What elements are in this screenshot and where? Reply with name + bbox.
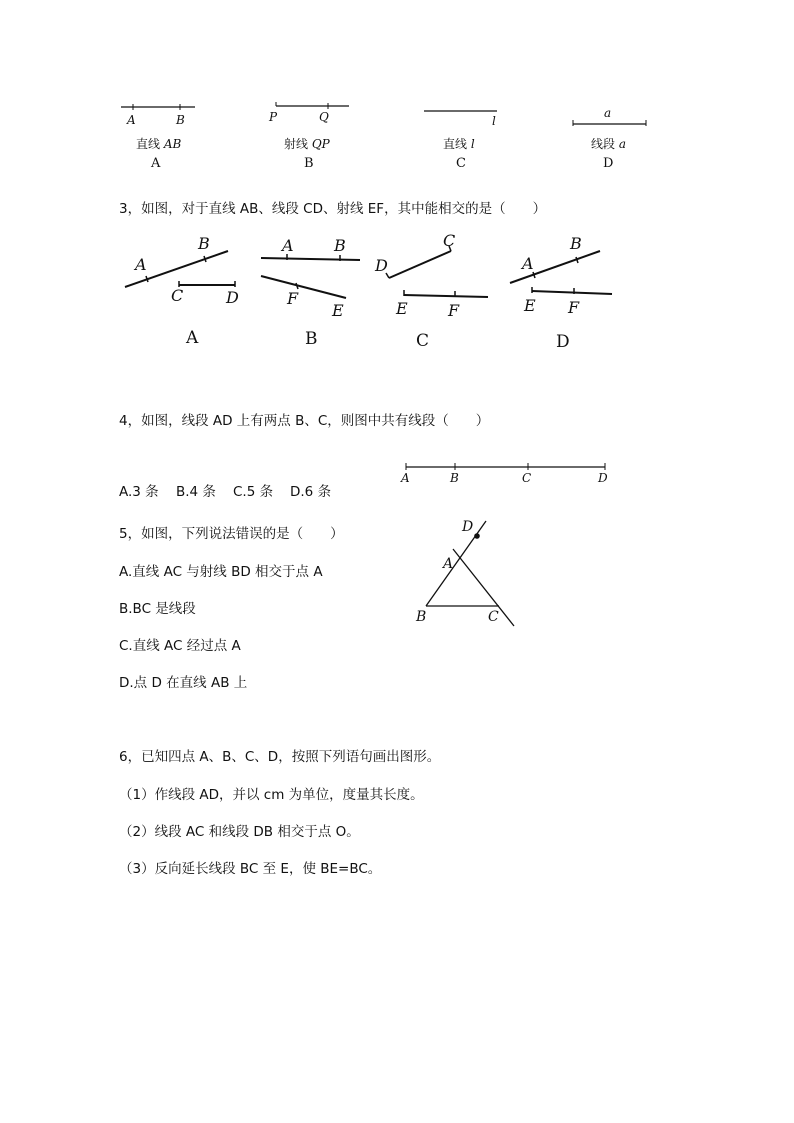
q2-d-caption: 线段 a: [591, 137, 626, 151]
q3-b-label-e: E: [332, 301, 344, 320]
q3-option-b[interactable]: B: [305, 329, 318, 349]
q5-label-b: B: [416, 609, 427, 625]
q3-d-label-b: B: [570, 234, 582, 253]
q2-b-label-p: P: [269, 110, 278, 124]
q5-text: 5，如图，下列说法错误的是（ ）: [119, 526, 344, 542]
q2-d-label-a: a: [604, 106, 612, 120]
q3-option-a[interactable]: A: [186, 328, 199, 348]
q4-label-c: C: [522, 471, 532, 485]
q6-item-1: （1）作线段 AD，并以 cm 为单位，度量其长度。: [119, 787, 424, 803]
q3-option-c[interactable]: C: [416, 331, 430, 351]
q2-option-b[interactable]: B: [304, 156, 314, 171]
q5-choice-b[interactable]: B.BC 是线段: [119, 601, 196, 617]
q3-d-label-a: A: [522, 254, 534, 273]
q2-a-label-a: A: [127, 113, 136, 127]
q4-choice-a[interactable]: A.3 条: [119, 484, 159, 500]
q5-choice-d[interactable]: D.点 D 在直线 AB 上: [119, 675, 248, 691]
q4-label-a: A: [401, 471, 410, 485]
q3-b-label-b: B: [334, 236, 346, 255]
q4-label-b: B: [450, 471, 459, 485]
q5-line-ac: [453, 549, 514, 626]
q2-b-label-q: Q: [319, 110, 329, 124]
q3-option-d[interactable]: D: [556, 332, 570, 352]
q2-option-a[interactable]: A: [151, 156, 161, 171]
q4-choice-b[interactable]: B.4 条: [176, 484, 216, 500]
q3-d-label-f: F: [568, 298, 580, 317]
q4-label-d: D: [598, 471, 608, 485]
q5-point-d: [474, 533, 480, 539]
q3-a-label-b: B: [198, 234, 210, 253]
q5-label-d: D: [462, 519, 474, 535]
q4-text: 4，如图，线段 AD 上有两点 B、C，则图中共有线段（ ）: [119, 413, 490, 429]
q3-c-label-d: D: [375, 256, 388, 275]
q5-choice-c[interactable]: C.直线 AC 经过点 A: [119, 638, 241, 654]
q5-label-a: A: [443, 556, 454, 572]
q2-a-label-b: B: [176, 113, 185, 127]
q2-option-d[interactable]: D: [603, 156, 614, 171]
q2-c-label-l: l: [492, 114, 496, 128]
q6-text: 6，已知四点 A、B、C、D，按照下列语句画出图形。: [119, 749, 441, 765]
q3-a-label-c: C: [171, 286, 184, 305]
q3-d-label-e: E: [524, 296, 536, 315]
q4-choice-d[interactable]: D.6 条: [290, 484, 332, 500]
q3-b-label-f: F: [287, 289, 299, 308]
q3-a-label-d: D: [226, 288, 239, 307]
q2-option-c[interactable]: C: [456, 156, 466, 171]
q2-b-caption: 射线 QP: [284, 137, 330, 151]
q4-choice-c[interactable]: C.5 条: [233, 484, 274, 500]
q3-b-label-a: A: [282, 236, 294, 255]
q3-text: 3，如图，对于直线 AB、线段 CD、射线 EF，其中能相交的是（ ）: [119, 201, 547, 217]
q2-c-caption: 直线 l: [443, 137, 475, 151]
q3-c-label-c: C: [443, 231, 456, 250]
q5-choice-a[interactable]: A.直线 AC 与射线 BD 相交于点 A: [119, 564, 323, 580]
q2-a-caption: 直线 AB: [136, 137, 182, 151]
q3-a-label-a: A: [135, 255, 147, 274]
q3-c-label-f: F: [448, 301, 460, 320]
q5-label-c: C: [488, 609, 499, 625]
q6-item-2: （2）线段 AC 和线段 DB 相交于点 O。: [119, 824, 360, 840]
q6-item-3: （3）反向延长线段 BC 至 E，使 BE=BC。: [119, 861, 382, 877]
q3-c-label-e: E: [396, 299, 408, 318]
